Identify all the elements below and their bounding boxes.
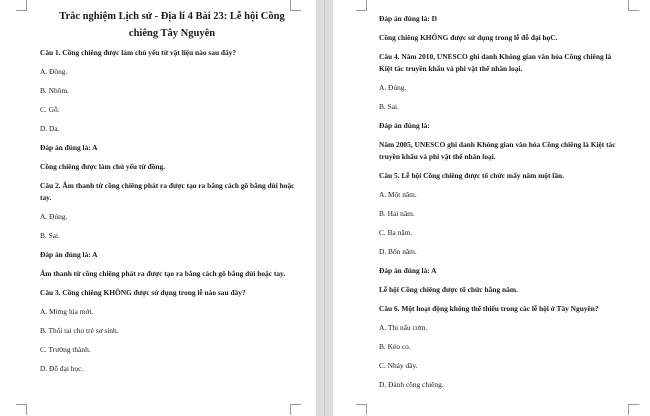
document-page-left — [0, 0, 316, 416]
crop-mark-right-bottom-right — [628, 404, 639, 415]
q3-option-b: B. Thổi tai cho trẻ sơ sinh. — [40, 326, 119, 335]
q3-option-c: C. Trưởng thành. — [40, 345, 91, 354]
q5-option-c: C. Ba năm. — [379, 228, 413, 237]
title-line-2: chiêng Tây Nguyên — [128, 28, 216, 39]
q6-option-d: D. Đánh cồng chiêng. — [379, 380, 444, 389]
q3-answer: Đáp án đúng là: D — [379, 14, 437, 23]
crop-mark-right-bottom — [356, 404, 367, 415]
q6-option-c: C. Nhảy dây. — [379, 361, 418, 370]
question-2: Câu 2. Âm thanh từ cồng chiêng phát ra được tạo ra bằng cách gõ bằng dùi hoặc tay. — [40, 181, 295, 202]
title-line-1: Trắc nghiệm Lịch sử - Địa lí 4 Bài 23: Lễ hội Cồng — [59, 11, 285, 22]
crop-mark-right-top-right — [628, 0, 639, 11]
page-divider — [324, 0, 325, 416]
document-title — [40, 8, 304, 42]
crop-mark-left-bottom-right — [290, 404, 301, 415]
crop-mark-left-top — [16, 0, 27, 11]
q5-explanation: Lễ hội Cồng chiêng được tổ chức hằng năm. — [379, 285, 518, 294]
q1-option-c: C. Gỗ. — [40, 105, 60, 114]
q3-explanation: Cồng chiêng KHÔNG được sử dụng trong lễ đỗ đại họC. — [379, 33, 558, 42]
q2-option-b: B. Sai. — [40, 231, 60, 240]
q3-option-d: D. Đỗ đại học. — [40, 364, 84, 373]
question-4: Câu 4. Năm 2010, UNESCO ghi danh Không gian văn hóa Cồng chiêng là Kiệt tác truyền khẩu và phi vật thể nhân loại. — [379, 52, 612, 73]
q1-answer: Đáp án đúng là: A — [40, 143, 98, 152]
q6-option-b: B. Kéo co. — [379, 342, 411, 351]
q5-option-d: D. Bốn năm. — [379, 247, 417, 256]
q2-answer: Đáp án đúng là: A — [40, 250, 98, 259]
q2-explanation: Âm thanh từ cồng chiêng phát ra được tạo ra bằng cách gõ bằng dùi hoặc tay. — [40, 269, 286, 278]
question-3: Câu 3. Cồng chiêng KHÔNG được sử dụng trong lễ nào sau đây? — [40, 288, 246, 297]
q4-option-b: B. Sai. — [379, 102, 399, 111]
crop-mark-left-bottom — [16, 404, 27, 415]
q1-explanation: Cồng chiêng được làm chủ yếu từ đồng. — [40, 162, 166, 171]
q1-option-b: B. Nhôm. — [40, 86, 69, 95]
q4-answer: Đáp án đúng là: — [379, 121, 430, 130]
question-5: Câu 5. Lễ hội Cồng chiêng được tổ chức mấy năm một lần. — [379, 171, 565, 180]
q1-option-a: A. Đồng. — [40, 67, 68, 76]
q5-answer: Đáp án đúng là: A — [379, 266, 437, 275]
q4-option-a: A. Đúng. — [379, 83, 407, 92]
q1-option-d: D. Da. — [40, 124, 60, 133]
document-page-right — [333, 0, 650, 416]
crop-mark-left-top-right — [290, 0, 301, 11]
q2-option-a: A. Đúng. — [40, 212, 68, 221]
q6-option-a: A. Thi nấu cơm. — [379, 323, 428, 332]
question-6: Câu 6. Một hoạt động không thể thiếu trong các lễ hội ở Tây Nguyên? — [379, 304, 599, 313]
q5-option-b: B. Hai năm. — [379, 209, 415, 218]
q5-option-a: A. Một năm. — [379, 190, 417, 199]
crop-mark-right-top — [356, 0, 367, 11]
q3-option-a: A. Mừng lúa mới. — [40, 307, 94, 316]
question-1: Câu 1. Cồng chiêng được làm chủ yếu từ vật liệu nào sau đây? — [40, 48, 237, 57]
q4-explanation: Năm 2005, UNESCO ghi danh Không gian văn hóa Cồng chiêng là Kiệt tác truyền khẩu và phi vật thể nhân loại. — [379, 140, 616, 161]
